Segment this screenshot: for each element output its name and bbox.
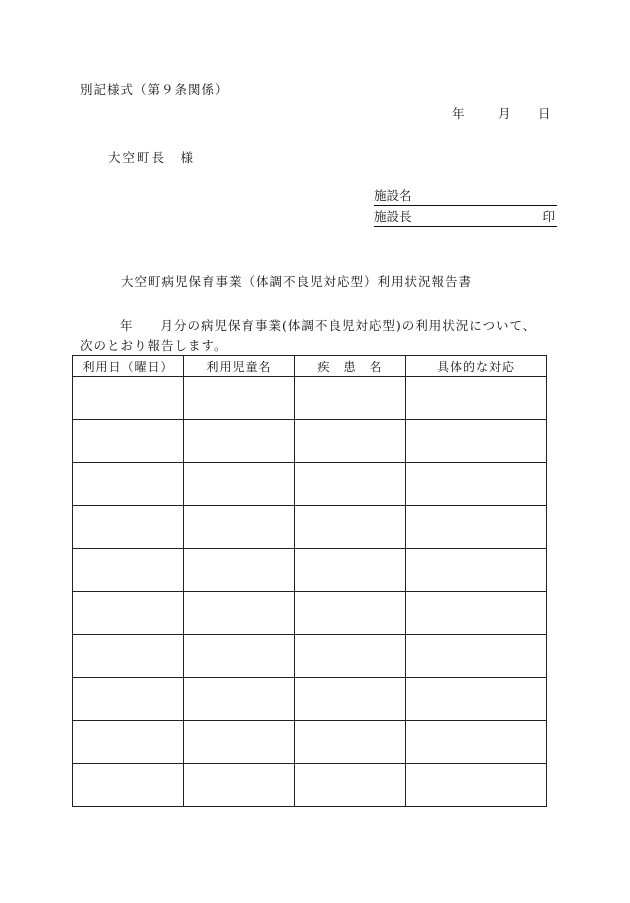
- table-cell[interactable]: [295, 549, 406, 592]
- facility-name-label: 施設名: [374, 188, 412, 203]
- table-cell[interactable]: [295, 377, 406, 420]
- intro-line-1: 年 月分の病児保育事業(体調不良児対応型)の利用状況について、: [120, 318, 537, 333]
- table-cell[interactable]: [406, 549, 547, 592]
- date-day: 日: [538, 106, 551, 121]
- table-cell[interactable]: [295, 420, 406, 463]
- table-cell[interactable]: [184, 420, 295, 463]
- table-cell[interactable]: [406, 592, 547, 635]
- table-cell[interactable]: [73, 635, 184, 678]
- table-cell[interactable]: [73, 377, 184, 420]
- date-line: [452, 104, 551, 122]
- table-cell[interactable]: [295, 635, 406, 678]
- table-row: [73, 506, 547, 549]
- table-cell[interactable]: [184, 635, 295, 678]
- table-cell[interactable]: [406, 635, 547, 678]
- table-row: [73, 420, 547, 463]
- addressee: 大空町長 様: [108, 150, 196, 165]
- table-cell[interactable]: [406, 678, 547, 721]
- table-cell[interactable]: [73, 463, 184, 506]
- intro-line-2: 次のとおり報告します。: [80, 338, 228, 353]
- table-cell[interactable]: [295, 463, 406, 506]
- table-row: [73, 721, 547, 764]
- table-cell[interactable]: [184, 549, 295, 592]
- facility-head-label: 施設長: [374, 209, 412, 224]
- table-body: [73, 377, 547, 807]
- usage-report-table: [72, 355, 547, 807]
- table-cell[interactable]: [406, 721, 547, 764]
- report-title: 大空町病児保育事業（体調不良児対応型）利用状況報告書: [121, 274, 473, 289]
- table-cell[interactable]: [406, 377, 547, 420]
- table-cell[interactable]: [295, 764, 406, 807]
- table-cell[interactable]: [184, 377, 295, 420]
- table-cell[interactable]: [184, 592, 295, 635]
- seal-mark: 印: [542, 209, 555, 224]
- table-row: [73, 463, 547, 506]
- table-row: [73, 635, 547, 678]
- table-cell[interactable]: [73, 549, 184, 592]
- header-usage-date: 利用日（曜日）: [73, 356, 184, 377]
- table-cell[interactable]: [73, 764, 184, 807]
- header-illness-name: 疾 患 名: [295, 356, 406, 377]
- table-cell[interactable]: [73, 678, 184, 721]
- table-row: [73, 592, 547, 635]
- table-cell[interactable]: [73, 506, 184, 549]
- table-cell[interactable]: [406, 764, 547, 807]
- table-cell[interactable]: [295, 678, 406, 721]
- table-cell[interactable]: [295, 506, 406, 549]
- table-header-row: [73, 356, 547, 377]
- header-specific-response: 具体的な対応: [406, 356, 547, 377]
- facility-name-line: [374, 188, 557, 206]
- table-cell[interactable]: [184, 506, 295, 549]
- date-year: 年: [452, 106, 465, 121]
- table-row: [73, 678, 547, 721]
- table-cell[interactable]: [73, 420, 184, 463]
- table-cell[interactable]: [73, 721, 184, 764]
- table-cell[interactable]: [295, 592, 406, 635]
- table-cell[interactable]: [406, 420, 547, 463]
- facility-head-line: [374, 209, 557, 227]
- table-cell[interactable]: [73, 592, 184, 635]
- table-row: [73, 377, 547, 420]
- table-cell[interactable]: [406, 506, 547, 549]
- table-row: [73, 549, 547, 592]
- table-cell[interactable]: [184, 721, 295, 764]
- table-cell[interactable]: [184, 678, 295, 721]
- table-cell[interactable]: [184, 463, 295, 506]
- table-cell[interactable]: [295, 721, 406, 764]
- date-month: 月: [498, 106, 511, 121]
- header-child-name: 利用児童名: [184, 356, 295, 377]
- table-row: [73, 764, 547, 807]
- table-cell[interactable]: [184, 764, 295, 807]
- table-cell[interactable]: [406, 463, 547, 506]
- form-reference: 別記様式（第９条関係）: [80, 82, 229, 97]
